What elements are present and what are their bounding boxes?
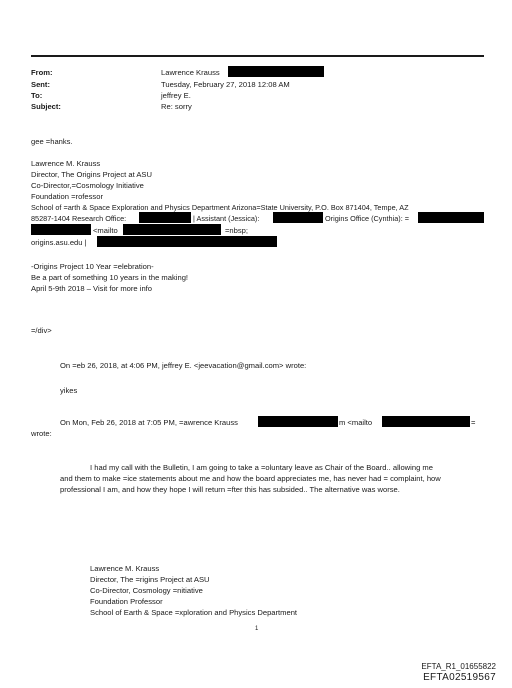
quote-text: yikes (60, 386, 78, 395)
header-rule (31, 55, 484, 57)
signature-line: Lawrence M. Krauss (90, 564, 160, 573)
sent-value: Tuesday, February 27, 2018 12:08 AM (161, 80, 290, 89)
redaction-assistant (273, 212, 323, 223)
signature-line: Lawrence M. Krauss (31, 159, 101, 168)
signature-line: Director, The Origins Project at ASU (31, 170, 152, 179)
signature-line: Director, The =rigins Project at ASU (90, 575, 210, 584)
promo-line: April 5-9th 2018 – Visit for more info (31, 284, 152, 293)
redaction-origins-office (418, 212, 484, 223)
quote-header: wrote: (31, 429, 52, 438)
redaction-krauss-email-a (258, 416, 338, 427)
signature-line: origins.asu.edu | (31, 238, 87, 247)
redaction-research-office (139, 212, 191, 223)
promo-line: -Origins Project 10 Year =elebration- (31, 262, 154, 271)
redaction-website (97, 236, 277, 247)
page-number: 1 (255, 626, 259, 632)
signature-line: Co-Director,=Cosmology Initiative (31, 181, 144, 190)
redaction-krauss-email-b (382, 416, 470, 427)
signature-line: <mailto (93, 226, 118, 235)
subject-value: Re: sorry (161, 102, 192, 111)
signature-line: School of Earth & Space =xploration and Physics Department (90, 608, 298, 617)
quote-header: = (471, 418, 476, 427)
quote-header: On Mon, Feb 26, 2018 at 7:05 PM, =awrence Krauss (60, 418, 238, 427)
redaction-email-b (123, 224, 221, 235)
paragraph-line: professional I am, and how they hope I will return =fter this has subsided.. The alternative was worse. (60, 485, 400, 494)
signature-line: Origins Office (Cynthia): = (325, 214, 410, 223)
signature-line: | Assistant (Jessica): (193, 214, 260, 223)
from-label: From: (31, 68, 53, 77)
paragraph-line: and them to make =ice statements about me and how the board appreciates me, has never had = complaint, how (60, 474, 441, 483)
signature-line: Co-Director, Cosmology =nitiative (90, 586, 203, 595)
from-value: Lawrence Krauss (161, 68, 220, 77)
signature-line: 85287-1404 Research Office: (31, 214, 127, 223)
footer-id-secondary: EFTA02519567 (423, 672, 496, 683)
to-label: To: (31, 91, 43, 100)
redaction-email-a (31, 224, 91, 235)
redaction-from-email (228, 66, 324, 77)
promo-line: Be a part of something 10 years in the making! (31, 273, 189, 282)
signature-line: Foundation Professor (90, 597, 163, 606)
signature-line: School of =arth & Space Exploration and Physics Department Arizona=State University, P.O. Box 871404, Tempe, AZ (31, 203, 409, 212)
greeting: gee =hanks. (31, 137, 73, 146)
div-tag-text: =/div> (31, 326, 52, 335)
quote-header: m <mailto (339, 418, 373, 427)
signature-line: Foundation =rofessor (31, 192, 103, 201)
subject-label: Subject: (31, 102, 61, 111)
paragraph-line: I had my call with the Bulletin, I am going to take a =oluntary leave as Chair of the Board.. allowing me (90, 463, 433, 472)
to-value: jeffrey E. (161, 91, 191, 100)
quote-header: On =eb 26, 2018, at 4:06 PM, jeffrey E. <jeevacation@gmail.com> wrote: (60, 361, 307, 370)
signature-line: =nbsp; (225, 226, 249, 235)
footer-id-primary: EFTA_R1_01655822 (421, 662, 496, 671)
sent-label: Sent: (31, 80, 50, 89)
